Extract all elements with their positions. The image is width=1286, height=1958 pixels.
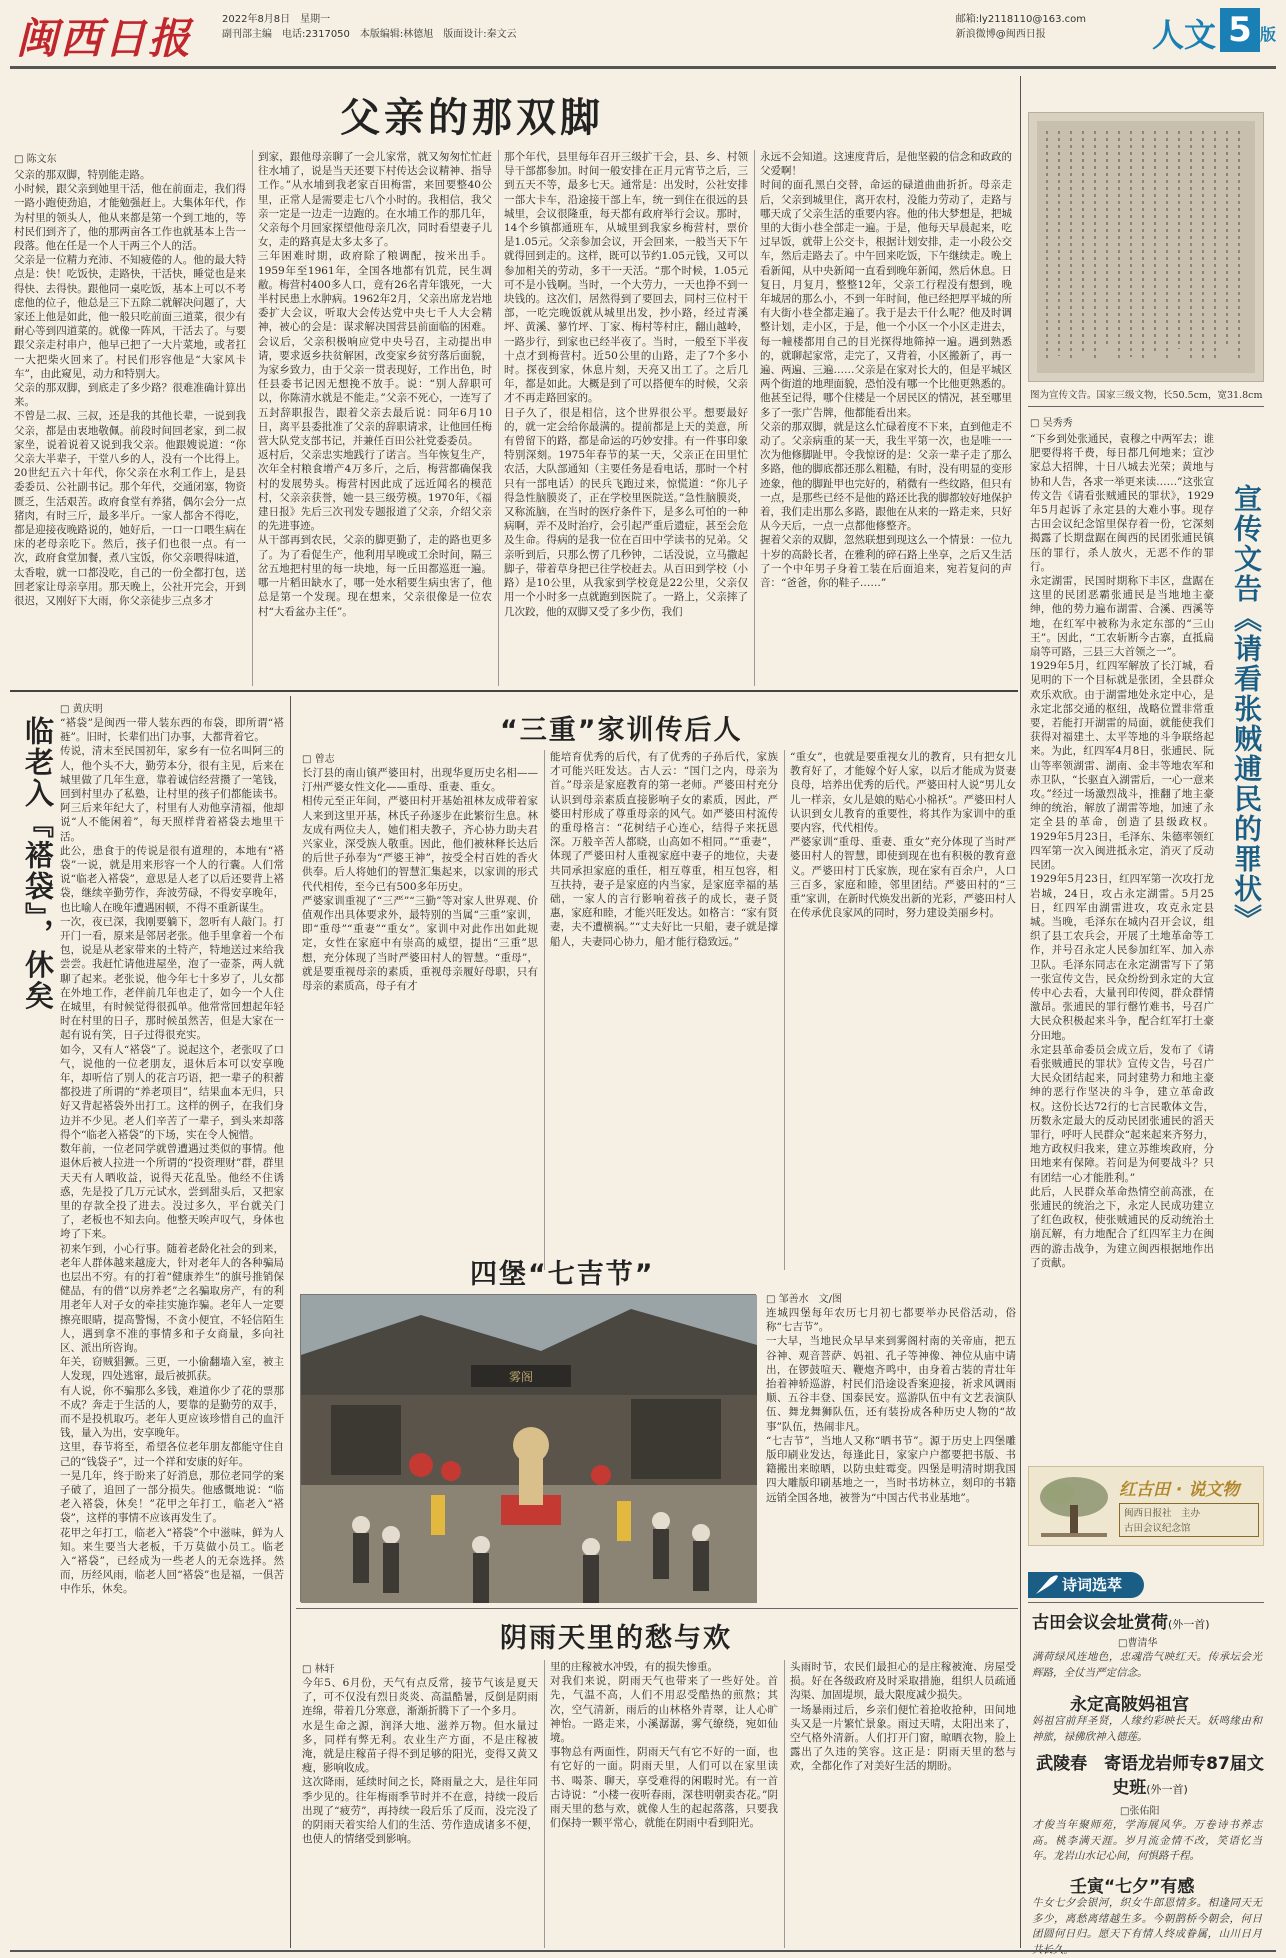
section-rule [10, 690, 1018, 692]
col-divider [754, 150, 755, 686]
poem1-author: □曹清华 [1118, 1638, 1158, 1649]
article4-title[interactable]: 四堡“七吉节” [470, 1259, 655, 1290]
poem2-title[interactable]: 永定高陂妈祖宫 [1070, 1695, 1189, 1715]
article3-col1: 长汀县的南山镇严婆田村，出现华夏历史名相——汀州严婆女性文化——重母、重妻、重女。 相传元至正年间，严婆田村开基始祖林友成带着家人来到这里开基，林氏子孙逐步在此繁衍生息。林友成有两位夫人，她们相夫教子，齐心协力助夫君兴家业，深受族人敬重。因此，他们被林释长达后的后世子孙奉为“严婆王神”，按受全村百姓的香火供奉。后人将她们的智慧汇集起来，以家训的形式代代相传，至今已有500多年历史。 严婆家训重视了“三严”“三勤”等对家人世界观、价值观作出具体要求外，最特别的当属“三重”家训，即“重母”“重妻”“重女”。家训中对此作出如此规定，女性在家庭中有崇高的威望，提出“三重”思想，充分体现了当时严婆田村人的智慧。“重母”，就是要重视母亲的素质，重视母亲履好母职，只有母亲的素质高，母子有才 [302, 767, 538, 993]
article3-byline: □ 曾志 [302, 750, 335, 765]
article3-col2: 能培育优秀的后代，有了优秀的子孙后代，家族才可能兴旺发达。古人云：“国门之内，母亲为首。”母亲是家庭教育的第一老师。严婆田村充分认识到母亲素质直接影响子女的素质，因此，严婆田村形成了尊重母亲的风气。如严婆田村流传的重母格言：“花树结子心连心，结得子来抚恩深。万般辛苦人都晓，山高如不相同。”“重妻”，体现了严婆田村人重视家庭中妻子的地位，夫妻共同承担家庭的重任，相互尊重，相互包容，相互扶持，妻子是家庭的内当家，是家庭幸福的基础，一家人的言行影响着孩子的成长，妻子贤惠，家庭和睦，才能兴旺发达。如格言：“家有贤妻，夫不遭横祸。”“丈夫好比一只船，妻子就是撑船人，夫妻同心协力，船才能行稳致远。” [550, 751, 778, 948]
col-divider [544, 750, 545, 1270]
article5-title[interactable]: 阴雨天里的愁与欢 [500, 1623, 732, 1654]
email-address[interactable]: 邮箱:ly2118110@163.com [955, 14, 1086, 25]
poetry-badge: 诗词选萃 [1028, 1572, 1144, 1598]
proclamation-title[interactable]: 宣传文告《请看张贼逋民的罪状》 [1230, 484, 1263, 934]
poem3-title-text: 武陵春 寄语龙岩师专87届文史班 [1036, 1754, 1264, 1798]
col-divider [784, 1660, 785, 1948]
section-name: 人文 [1151, 16, 1216, 54]
article2-byline: □ 黄庆明 [60, 700, 103, 715]
page-suffix: 版 [1259, 25, 1276, 44]
article4-author: 邹善水 [778, 1294, 809, 1305]
article5-col3: 头雨时节，农民们最担心的是庄稼被淹、房屋受损。好在各级政府及时采取措施，组织人员疏通沟渠、加固堤坝，最大限度减少损失。 一场暴雨过后，乡亲们便忙着抢收抢种，田间地头又是一片繁忙景象。雨过天晴，太阳出来了，空气格外清新。人们打开门窗，晾晒衣物，脸上露出了久违的笑容。这正是：阴雨天里的愁与欢，全都化作了对美好生活的期盼。 [790, 1661, 1016, 1773]
poem1-text: 满荷绿风连地色，忠魂浩气映红天。传承坛会光辉路，全仗当严定信念。 [1032, 1651, 1262, 1679]
right-column-divider [1020, 76, 1021, 1948]
article1-col3: 那个年代，县里每年召开三级扩干会，县、乡、村领导干部都参加。时间一般安排在正月元宵节之后，三到五天不等，最多七天。通常是：出发时，公社安排一部大卡车，沿途接干部上车，统一到住在很远的县城里，会议很隆重，每天都有政府举行会议。那时，14个乡镇都通班车，从城里到我家乡梅营村，票价是1.05元。父亲参加会议，开会回来，一般当天下午就得回到走的。这样，既可以节约1.05元钱，又可以参加相关的劳动，多干一天活。“那个时候，1.05元可不是小钱啊。当时，一个大劳力，一天也挣不到一块钱的。这次们，居然得到了要回去，同村三位村干部，一吃完晚饭就从城里出发，抄小路，经过青溪坪、黄溪、蓼竹坪、丁家、梅村等村庄，翻山越岭，一路步行，到家也已经半夜了。当时，一般至下半夜十点才到梅营村。近50公里的山路，走了7个多小时。探夜到家，休息片刻，天亮又出工了。之后几年，都是如此。大概是到了可以搭便车的时候，父亲才不再走路回家的。 日子久了，很是相信，这个世界很公平。想要最好的，就一定会给你最满的。提前都是上天的美意，所有曾留下的路，都是命运的巧妙安排。有一件事印象特别深刻。1975年春节的某一天，父亲正在田里忙农活，大队部通知（主要任务是看电话，那时一个村只有一部电话）的民兵飞跑过来，惊慌道：“你儿子得急性脑膜炎了，正在学校里医院送。”急性脑膜炎，又称流脑，在当时的医疗条件下，是多么可怕的一种病啊，弄不及时治疗，会引起严重后遗症，甚至会危及生命。得病的是我一位在百田中学读书的兄弟。父亲听到后，只那么愣了几秒钟，二话没说，立马撒起脚子，带着草身把已往学校赶去。从百田到学校（小路）是10公里，从我家到学校竟是22公里，父亲仅用一个小时多一点就跑到医院了。一路上，父亲摔了几次跤，他的双脚又受了多少伤，我们 [504, 151, 748, 618]
weibo-account[interactable]: 新浪微博@闽西日报 [955, 29, 1046, 40]
promo-sponsor-line1: 闽西日报社 主办 [1124, 1508, 1201, 1519]
proclamation-photo [1028, 112, 1264, 382]
poem3-author-name: 张佑阳 [1129, 1806, 1160, 1817]
article5-byline: □ 林轩 [302, 1660, 335, 1675]
contact-info [956, 12, 1086, 42]
col-divider [290, 696, 291, 1948]
poetry-header [1028, 1572, 1264, 1600]
article5-col1: 今年5、6月份，天气有点反常，接节气该是夏天了，可不仅没有烈日炎炎、高温酷暑，反倒是阴雨连绵，带着几分寒意，渐渐折腾下了一个多月。 水是生命之源，润泽大地、滋养万物。但水量过多，同样有弊无利。农业生产方面，不是庄稼被淹，就是庄稼苗子得不到足够的阳光，变得又黄又瘦，影响收成。 这次降雨，延续时间之长，降雨量之大，是往年同季少见的。往年梅雨季节时并不在意，持续一段后出现了“疲劳”，再持续一段后乐了反而，没完没了的阴雨天着实给人们的生活、劳作造成诸多不便，也使人的情绪受到影响。 [302, 1677, 538, 1846]
col-divider [784, 750, 785, 1270]
proclamation-article-cont [1030, 772, 1264, 1460]
proclamation-caption: 图为宣传文告。国家三级文物，长50.5cm，宽31.8cm [1030, 390, 1263, 401]
poem3-subtitle: (外一首) [1146, 1783, 1188, 1796]
caption-rule [1028, 406, 1264, 407]
article1-col4: 永远不会知道。这速度背后，是他坚毅的信念和政政的父爱啊！ 时间的面孔黑白交替，命运的碌道曲曲折折。母亲走后，父亲到城里住，离开农村，没能力劳动了，走路与哪天成了父亲生活的重要内容。他的伟大梦想是，把城里的大街小巷全部走一遍。于是，他每天早晨起来，吃过早饭，就带上公交卡，根据计划安排，走一小段公交车，然后走路去了。中午回来吃饭，下午继续走。晚上看新闻，从中央新闻一直看到晚年新闻，然后休息。日复日，月复月，整整12年，父亲工行程没有想到，晚年城居的那么小，不到一年时间，他已经把厚平城的所有大街小巷全都走遍了。我于是去干什么呢？他及时调整计划，走小区，于是，他一个小区一个小区走进去，每一幢楼都用自己的目光探得地筛掉一遍。遇到熟悉的，就聊起家常，走完了，又背着，小区搬新了，再一遍、两遍、三遍……父亲是在家对长大的，但是平城区两个街道的地理面貌，恐怕没有哪一个比他更熟悉的。他甚至记得，哪个住楼是一个居民区的情况，甚至哪里多了一张广告牌，他都能看出来。 父亲的那双脚，就是这么忙碌着度不下来，直到他走不动了。父亲病重的某一天，我生平第一次，也是唯一一次为他修脚趾甲。令我惊讶的是：父亲一辈子走了那么多路，他的脚底都还那么粗糙，有时，没有明显的变形迹象，他的脚趾甲也完好的，稍微有一些纹路，但只有一点，是那些已经不是他的路还比我的脚都较好地保护着，我们走出那么多路，跟他在从来的一路走来，只好从今天后，一点一点都他修整齐。 握着父亲的双脚，忽然联想到现这么一个情景：一位九十岁的高龄长者，在雅利的碎石路上坐享，之后又生活了一个中年男子身着工装在后面追来，宛若复问的声音：“爸爸，你的鞋子……” [760, 151, 1012, 590]
poem4-text: 牛女七夕会银河，织女牛郎恩情多。相逢同天无多少，离愁离绪越生多。今朝鹊桥今朝会，何日团圆何日归。愿天下有情人终成眷属，山川日月 [1032, 1897, 1262, 1940]
photo-sign-text: 雾阁 [508, 1370, 534, 1384]
bottom-rule [10, 1950, 1276, 1952]
festival-photo [300, 1294, 756, 1602]
poem3-title[interactable] [1036, 1752, 1264, 1802]
promo-title: 红古田 · 说文物 [1119, 1480, 1240, 1500]
festival-procession-image [301, 1295, 757, 1603]
article5-col2: 里的庄稼被水冲毁，有的损失惨重。 对我们来说，阴雨天气也带来了一些好处。首先，气温不高，人们不用忍受酷热的煎熬；其次，空气清新，雨后的山林格外青翠，让人心旷神怡。一路走来，小溪潺潺，雾气缭绕，宛如仙境。 事物总有两面性，阴雨天气有它不好的一面，也有它好的一面。阴雨天里，人们可以在家里读书、喝茶、聊天，享受难得的闲暇时光。有一首古诗说：“小楼一夜听春雨，深巷明朝卖杏花。”阴雨天里的愁与欢，就像人生的起起落落，只要我们保持一颗平常心，就能在阴雨中看到阳光。 [550, 1661, 778, 1830]
proclamation-byline: □ 吴秀秀 [1030, 414, 1073, 429]
quill-icon [1032, 1572, 1062, 1598]
proclamation-paper [1037, 121, 1255, 373]
article4-byline [766, 1290, 842, 1305]
page-number: 5 [1220, 8, 1260, 52]
promo-sponsor-box [1119, 1503, 1259, 1537]
poem1-subtitle: (外一首) [1168, 1618, 1210, 1631]
newspaper-logo: 闽西日报 [16, 14, 193, 63]
article3-col3: “重女”，也就是要重视女儿的教育，只有把女儿教育好了，才能嫁个好人家，以后才能成为贤妻良母，培养出优秀的后代。严婆田村人说“男儿女儿一样亲，女儿是娘的贴心小棉袄”。严婆田村人认识到女儿教育的重要性，将其作为家训中的重要内容，代代相传。 严婆家训“重母、重妻、重女”充分体现了当时严婆田村人的智慧，即使到现在也有积极的教育意义。严婆田村丁氏家族，现在家有百余户，人口三百多，家庭和睦，邻里团结。严婆田村的“三重”家训，在新时代焕发出新的光彩，严婆田村人在传承优良家风的同时，努力建设美丽乡村。 [790, 751, 1016, 920]
issue-info [222, 12, 517, 42]
proclamation-script [1037, 121, 1255, 373]
article1-col2: 到家，跟他母亲聊了一会儿家常，就又匆匆忙忙赶往水埔了，说是当天还要下村传达会议精神、指导工作。”从水埔到我老家百田梅雷，来回要整40公里，正常人是需要走七八个小时的。我相信，我父亲一定是一边走一边跑的。在水埔工作的那几年，父亲每个月回家探望他母亲几次，同时看望妻子儿女，走的路真是太多太多了。 三年困难时期，政府除了粮调配，按米出手。1959年至1961年，全国各地都有饥荒，民生凋敝。梅营村400多人口，竟有26名青年饿死，一大半村民患上水肿病。1962年2月，父亲出席龙岩地委扩大会议，听取大会传达党中央七千人大会精神，被心的会是：谋求解决国营县前面临的困难。会议后，父亲积极响应党中央号召，主动提出申请，要求返乡扶贫解困，改变家乡贫穷落后面貌，为家乡致力，由于父亲一贯表现好，工作出色，时任县委书记因无想挽不放手。说：“别人辞职可以，你陈清水就是不能走。”父亲不死心，一连写了五封辞职报告，跟着父亲去最后说：同年6月10日，离平县委批准了父亲的辞职请求，让他回任梅营大队党支部书记，并兼任百田公社党委委员。 返村后，父亲忠实地践行了诺言。当年恢复生产，次年全村粮食增产4万多斤，之后，梅营都确保我村的发展势头。梅营村因此成了远近闻名的模范村，父亲亲获誉，她一县三级劳模。1970年，《福建日报》先后三次刊发专题报道了父亲，介绍父亲的先进事迹。 从干部再到农民，父亲的脚更勤了，走的路也更多了。为了看促生产，他利用早晚或工余时间，隔三岔五地把村里的每一块地，每一丘田都巡逛一遍。哪一片稻田缺水了，哪一处水稻要生病虫害了，他总是第一个发现。现在想来，父亲很像是一位农村“大看盆办主任”。 [258, 151, 492, 618]
editor-credits: 副刊部主编 电话:2317050 本版编辑:林德旭 版面设计:秦文云 [222, 29, 517, 40]
proclamation-article: “下乡到处张通民，袁穆之中两军去；谁肥要得将千费，每日都几何地来；宣沙家总大招牌，十日八城去光荣；黄地与协和人告，各求一举更来读……”这张宣传文告《请看张贼逋民的罪状》，1929年5月起诉了永定县的大难小事。现存古田会议纪念馆里保存着一份，它深刻揭露了长期盘踞在闽西的民团张逋民镇压的罪行，杀人放火，无恶不作的罪行。 永定湖雷，民国时期称下丰区，盘踞在这里的民团恶霸张逋民是当地地主豪绅，他的势力遍布湖雷、合溪、西溪等地，在红军中被称为永定东部的“三山王”。因此，“工农斩断今古寨，直抵扁扇等可路，三县三大首领之一”。 1929年5月，红四军解放了长汀城，看见明的下一个目标就是张团，全县群众欢乐欢欣。由于湖雷地处永定中心，是永定北部交通的枢纽，战略位置非常重要，若能打开湖雷的局面，就能使我们获得对福建土、太平等地的斗争联络起来。为此，红四军4月8日，张逋民、阮山等率领湖雷、湖南、金丰等地农军和赤卫队，“长驱直入湖雷后，一心一意来攻。”经过一场激烈战斗，推翻了地主豪绅的统治，解放了湖雷等地，加速了永定全县的革命，创造了县级政权。1929年5月23日，毛泽东、朱德率领红四军第一次入闽进抵永定，消灭了反动民团。 1929年5月23日，红四军第一次攻打龙岩城，24日，攻占永定湖雷。5月25日，红四军由湖雷进攻，攻克永定县城。当晚，毛泽东在城内召开会议，组织了县工农兵会，开展了土地革命等工作，并号召永定人民参加红军、加入赤卫队。毛泽东同志在永定湖雷写下了第一张宣传文告，民众纷纷到永定的大宣传中心去看，大量刊印传阅，群众群情激昂。张逋民的罪行罄竹难书，号召广大民众积极起来斗争，配合红军打土豪分田地。 永定县革命委员会成立后，发布了《请看张贼逋民的罪状》宣传文告，号召广大民众团结起来，同封建势力和地主豪绅的恶行作坚决的斗争，建立革命政权。这份长达72行的七言民歌体文告，历数永定最大的反动民团张逋民的滔天罪行，呼吁人民群众“起来起来齐努力，地方政权归我来，建立苏维埃政府，分田地来有保障。若问是为何要战斗？只有团结一心才能胜利。” 此后，人民群众革命热情空前高涨，在张逋民的统治之下，永定人民成功建立了红色政权，使张贼逋民的反动统治土崩瓦解，有力地配合了红四军主力在闽西的游击战争，为建立闽西根据地作出了贡献。 [1030, 433, 1214, 1269]
promo-banner [1028, 1466, 1264, 1546]
banyan-tree-icon [1037, 1473, 1111, 1539]
article2-text: “褡袋”是闽西一带人装东西的布袋，即所谓“褡裢”。旧时，长辈们出门办事，大都背着它。 传说，清末至民国初年，家乡有一位名叫阿三的人，他个头不大，勤劳本分，很有主见，后来在城里做了几年生意，靠着诚信经营攒了一笔钱，回到村里办了私塾，让村里的孩子们都能读书。阿三后来年纪大了，村里有人劝他享清福，他却说“人不能闲着”，每天照样背着褡袋去地里干活。 此公，患食于的传说是很有道理的，本地有“褡袋”一说，就是用来形容一个人的行囊。人们常说“临老入褡袋”，意思是人老了以后还要背上褡袋，继续辛勤劳作，奔波劳碌，不得安享晚年，也比喻人在晚年遭遇困顿，不得不重新谋生。 一次，夜已深，我刚要躺下，忽听有人敲门。打开门一看，原来是邻居老张。他手里拿着一个布包，说是从老家带来的土特产，特地送过来给我尝尝。我赶忙请他进屋坐，泡了一壶茶，两人就聊了起来。老张说，他今年七十多岁了，儿女都在外地工作，老伴前几年也走了，如今一个人住在城里，有时候觉得很孤单。他常常回想起年轻时在村里的日子，那时候虽然苦，但是大家在一起有说有笑，日子过得很充实。 如今，又有人“褡袋”了。说起这个，老张叹了口气，说他的一位老朋友，退休后本可以安享晚年，却听信了别人的花言巧语，把一辈子的积蓄都投进了所谓的“养老项目”，结果血本无归，只好又背起褡袋外出打工。这样的例子，在我们身边并不少见。老人们辛苦了一辈子，到头来却落得个“临老入褡袋”的下场，实在令人惋惜。 数年前，一位老同学就曾遭遇过类似的事情。他退休后被人拉进一个所谓的“投资理财”群，群里天天有人晒收益，说得天花乱坠。他经不住诱惑，先是投了几万元试水，尝到甜头后，又把家里的存款全投了进去。没过多久，平台就关门了，老板也不知去向。他整天唉声叹气，身体也垮了下来。 初来乍到，小心行事。随着老龄化社会的到来，老年人群体越来越庞大，针对老年人的各种骗局也层出不穷。有的打着“健康养生”的旗号推销保健品，有的借“以房养老”之名骗取房产，有的利用老年人对子女的牵挂实施诈骗。老年人一定要擦亮眼睛，提高警惕，不贪小便宜，不轻信陌生人，遇到拿不准的事情多和子女商量，多向社区、派出所咨询。 年关，窃贼猖獗。三更，一小偷翻墙入室，被主人发现，四处逃窜，最后被抓获。 有人说，你不骗那么多钱，难道你少了花的票那不成？奔走于生活的人，要靠的是勤劳的双手，而不是投机取巧。老年人更应该珍惜自己的血汗钱，量入为出，安享晚年。 这里，春节将至，希望各位老年朋友都能守住自己的“钱袋子”，过一个祥和安康的好年。 一晃几年，终于盼来了好消息，那位老同学的案子破了，追回了一部分损失。他感慨地说：“临老入褡袋，休矣！”花甲之年打工，临老入“褡袋”，这样的事情不应该再发生了。 花甲之年打工，临老入“褡袋”个中滋味，鲜为人知。来生要当大老板，千万莫做小员工。临老入“褡袋”，已经成为一些老人的无奈选择。然而，历经风雨，临老人回“褡袋”也是福，一俱苦中作乐，休矣。 [60, 717, 284, 1596]
poem4-title[interactable]: 壬寅“七夕”有感 [1070, 1877, 1195, 1897]
col-divider [498, 150, 499, 686]
masthead-rule [10, 66, 1276, 69]
article1-title[interactable]: 父亲的那双脚 [340, 95, 604, 141]
article1-byline: □ 陈文东 [14, 150, 57, 165]
article4-author-suffix: 文/图 [818, 1294, 843, 1305]
poem1-title[interactable] [1032, 1608, 1210, 1633]
poem2-text: 妈祖宫前拜圣贤，人缘约彩映长天。妖鸣缘由和神旅，禄佛欣神入德莲。 [1032, 1715, 1262, 1743]
section-rule [296, 1608, 1018, 1609]
issue-date: 2022年8月8日 星期一 [222, 14, 331, 25]
poem1-title-text: 古田会议会址赏荷 [1032, 1613, 1168, 1633]
article1-col1: 父亲的那双脚，特别能走路。 小时候，跟父亲到她里干活，他在前面走，我们得一路小跑使劲追，才能勉强赶上。大集体年代，作为村里的领头人，他从来都是第一个到工地的，等村民们到齐了，他的那两亩各工作也就基本上告一段落。他在任是一个人干两三个人的活。 父亲是一位精力充沛、不知疲倦的人。他的最大特点是：快！吃饭快，走路快，干活快，睡觉也是来得快、去得快。跟他同一桌吃饭，基本上可以不考虑他的位子，他总是三下五除二就解决问题了，大家还上他是如此，他一般只吃前面三道菜，很少有耐心等到四道菜的。就像一阵风，干活去了。与要跟父亲走村串户，他早已把了一大片菜地，或者扛一大把柴火回来了。村民们形容他是“大家风卡车”，由此窥见，动力和特别大。 父亲的那双脚，到底走了多少路？很难准确计算出来。 不曾是二叔、三叔，还是我的其他长辈，一说到我父亲，都是由衷地敬佩。前段时间回老家，到二叔家坐，说着说着又说到我父亲。他跟嫂说道：“你父亲大半辈子，干堂八乡的人，没有一个比得上。20世纪五六十年代，你父亲在水利工作上，是县委委员、公社副书记。那个年代，交通闭塞，物资匮乏，生活艰苦。政府食堂有养猪，偶尔会分一点猪肉，有时三斤，最多半斤。一家人都舍不得吃，都是迎接夜晚路说的，她好后，一口一口喂生病在床的老母亲吃下。然后，孩子们也很一点。有一次，政府食堂加餐，煮八宝饭，你父亲喂得味道，太香啦，就一口都没吃，自己的一份全都打包，送回老家让母亲享用。那天晚上，公社开完会，开到很迟，又刚好下大雨，你父亲徒步三点多才 [14, 169, 246, 608]
article4-text: 连城四堡每年农历七月初七都要举办民俗活动，俗称“七吉节”。 一大早，当地民众早早来到雾阁村南的关帝庙，把五谷神、观音菩萨、妈祖、孔子等神像、神位从庙中请出，在锣鼓喧天、鞭炮齐鸣中，由身着古装的青壮年抬着神轿巡游，村民们沿途设香案迎接，祈求风调雨顺、五谷丰登、国泰民安。巡游队伍中有文艺表演队伍、舞龙舞狮队伍，还有装扮成各种历史人物的“故事”队伍，热闹非凡。 “七吉节”，当地人又称“晒书节”。源于历史上四堡雕版印刷业发达，每逢此日，家家户户都要把书版、书籍搬出来晾晒，以防虫蛀霉变。四堡是明清时期我国四大雕版印刷基地之一，当时书坊林立，刻印的书籍远销全国各地，被誉为“中国古代书业基地”。 [766, 1307, 1016, 1504]
article3-title[interactable]: “三重”家训传后人 [500, 715, 743, 746]
col-divider [252, 150, 253, 686]
poem1-author-name: 曹清华 [1127, 1638, 1158, 1649]
poetry-rule [1028, 1602, 1264, 1603]
col-divider [544, 1660, 545, 1948]
article2-title[interactable]: 临老入『褡袋』，休矣 [21, 716, 55, 1012]
poem3-author: □张佑阳 [1120, 1806, 1160, 1817]
masthead [10, 4, 1276, 66]
promo-sponsor-line2: 古田会议纪念馆 [1124, 1523, 1191, 1534]
poem3-text: 才俊当年聚师苑，学海展风华。万卷诗书养志高。桃李满天涯。岁月流金情不改，笑语忆当年。龙岩山水记心间，何惧路千程。 [1032, 1819, 1262, 1862]
